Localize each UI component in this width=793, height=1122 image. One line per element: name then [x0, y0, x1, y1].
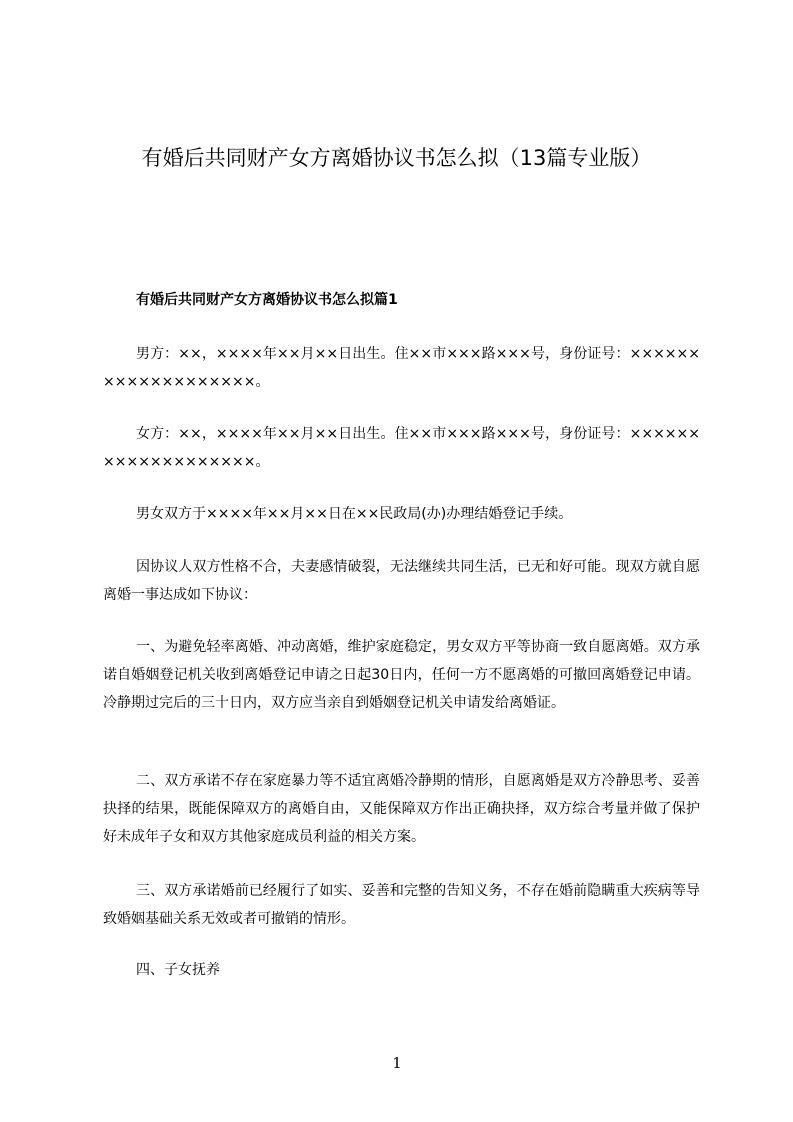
paragraph-clause-2: 二、双方承诺不存在家庭暴力等不适宜离婚冷静期的情形，自愿离婚是双方冷静思考、妥善抉择的结果，既能保障双方的离婚自由，又能保障双方作出正确抉择，双方综合考量并做了保护好未成年子女和双方其他家庭成员利益的相关方案。: [103, 773, 700, 845]
paragraph-reason: 因协议人双方性格不合，夫妻感情破裂，无法继续共同生活，已无和好可能。现双方就自愿离婚一事达成如下协议：: [103, 559, 700, 603]
paragraph-clause-1: 一、为避免轻率离婚、冲动离婚，维护家庭稳定，男女双方平等协商一致自愿离婚。双方承诺自婚姻登记机关收到离婚登记申请之日起30日内，任何一方不愿离婚的可撤回离婚登记申请。冷静期过完后的三十日内，双方应当亲自到婚姻登记机关申请发给离婚证。: [103, 639, 700, 711]
paragraph-marriage-registration: 男女双方于××××年××月××日在××民政局(办)办理结婚登记手续。: [136, 506, 573, 522]
paragraph-male-party: 男方：××，××××年××月××日出生。住××市×××路×××号，身份证号：×××××××××××××××××××。: [103, 346, 700, 390]
paragraph-clause-4-heading: 四、子女抚养: [136, 962, 220, 978]
section-heading: 有婚后共同财产女方离婚协议书怎么拟篇1: [136, 292, 398, 308]
paragraph-clause-3: 三、双方承诺婚前已经履行了如实、妥善和完整的告知义务，不存在婚前隐瞒重大疾病等导致婚姻基础关系无效或者可撤销的情形。: [103, 883, 700, 927]
page-number: 1: [392, 1054, 402, 1072]
paragraph-female-party: 女方：××，××××年××月××日出生。住××市×××路×××号，身份证号：×××××××××××××××××××。: [103, 426, 700, 470]
document-title: 有婚后共同财产女方离婚协议书怎么拟（13篇专业版）: [141, 146, 652, 170]
